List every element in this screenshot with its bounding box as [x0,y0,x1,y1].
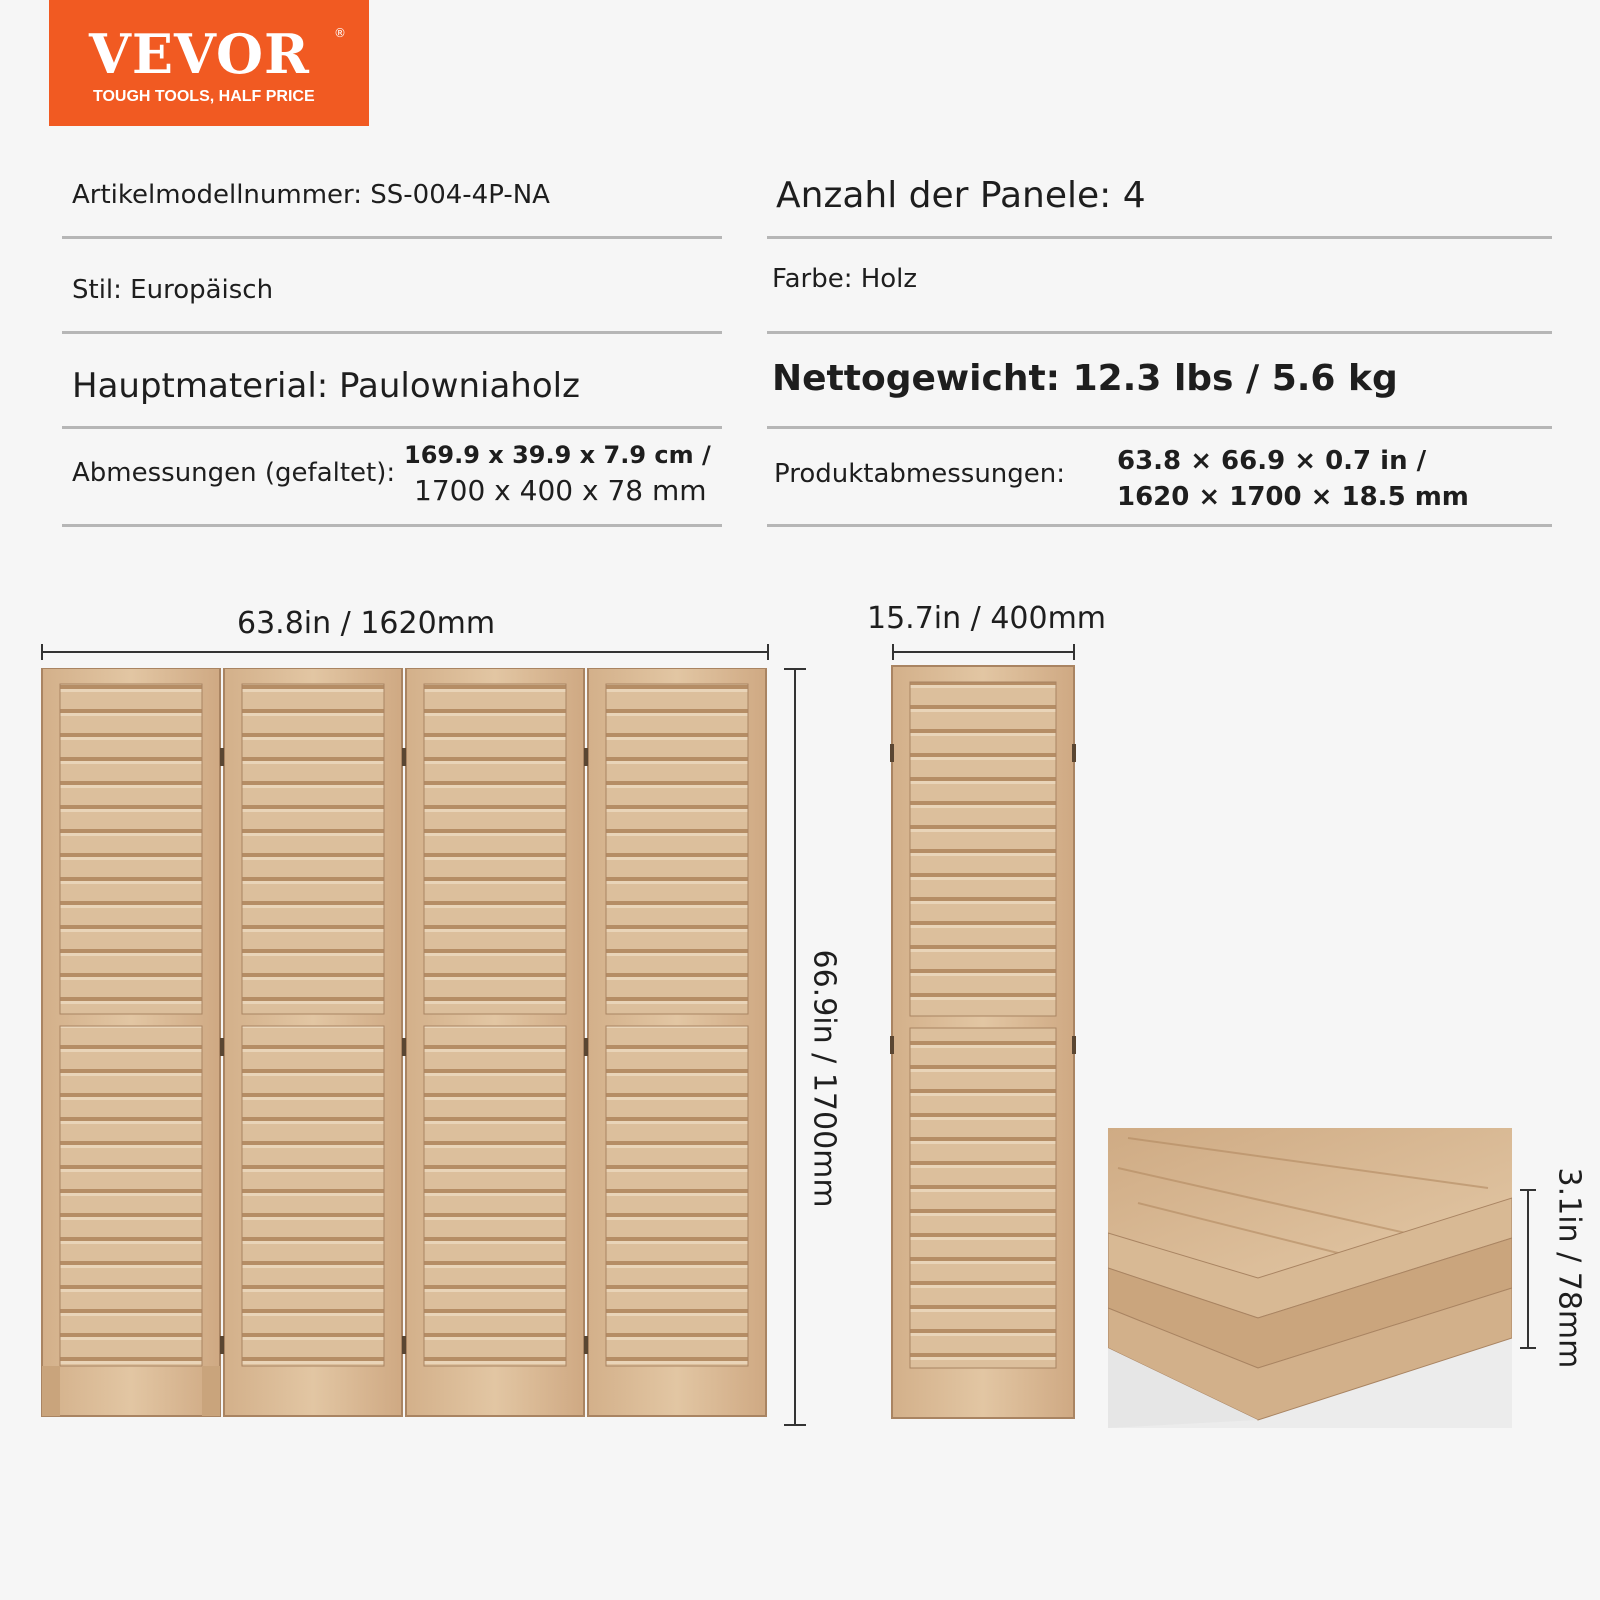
folded-stack-closeup [1108,1128,1512,1428]
spec-material: Hauptmaterial: Paulowniaholz [72,366,580,406]
single-panel-view [890,664,1080,1434]
spec-panels: Anzahl der Panele: 4 [776,175,1146,216]
spec-folded-label: Abmessungen (gefaltet): [72,458,396,488]
spec-folded-line2: 1700 x 400 x 78 mm [414,474,707,507]
folding-screen-front-view [38,668,818,1438]
registered-mark: ® [334,26,346,40]
spec-weight: Nettogewicht: 12.3 lbs / 5.6 kg [772,358,1398,399]
dim-total-width: 63.8in / 1620mm [237,606,496,641]
spec-color: Farbe: Holz [772,264,918,294]
spec-product-label: Produktabmessungen: [774,459,1066,489]
panel-2 [224,668,402,1416]
spec-model: Artikelmodellnummer: SS-004-4P-NA [72,180,550,210]
dim-folded-thickness: 3.1in / 78mm [1551,1167,1587,1369]
brand-name: VEVOR [89,22,310,86]
dim-panel-width: 15.7in / 400mm [867,601,1107,636]
panel-3 [406,668,584,1416]
spec-folded-line1: 169.9 x 39.9 x 7.9 cm / [404,441,711,469]
spec-product-line1: 63.8 × 66.9 × 0.7 in / [1117,446,1427,476]
dim-height: 66.9in / 1700mm [806,949,842,1208]
brand-tagline: TOUGH TOOLS, HALF PRICE [93,88,315,105]
panel-1 [42,668,220,1416]
panel-4 [588,668,766,1416]
spec-style: Stil: Europäisch [72,275,274,305]
spec-product-line2: 1620 × 1700 × 18.5 mm [1117,482,1469,512]
